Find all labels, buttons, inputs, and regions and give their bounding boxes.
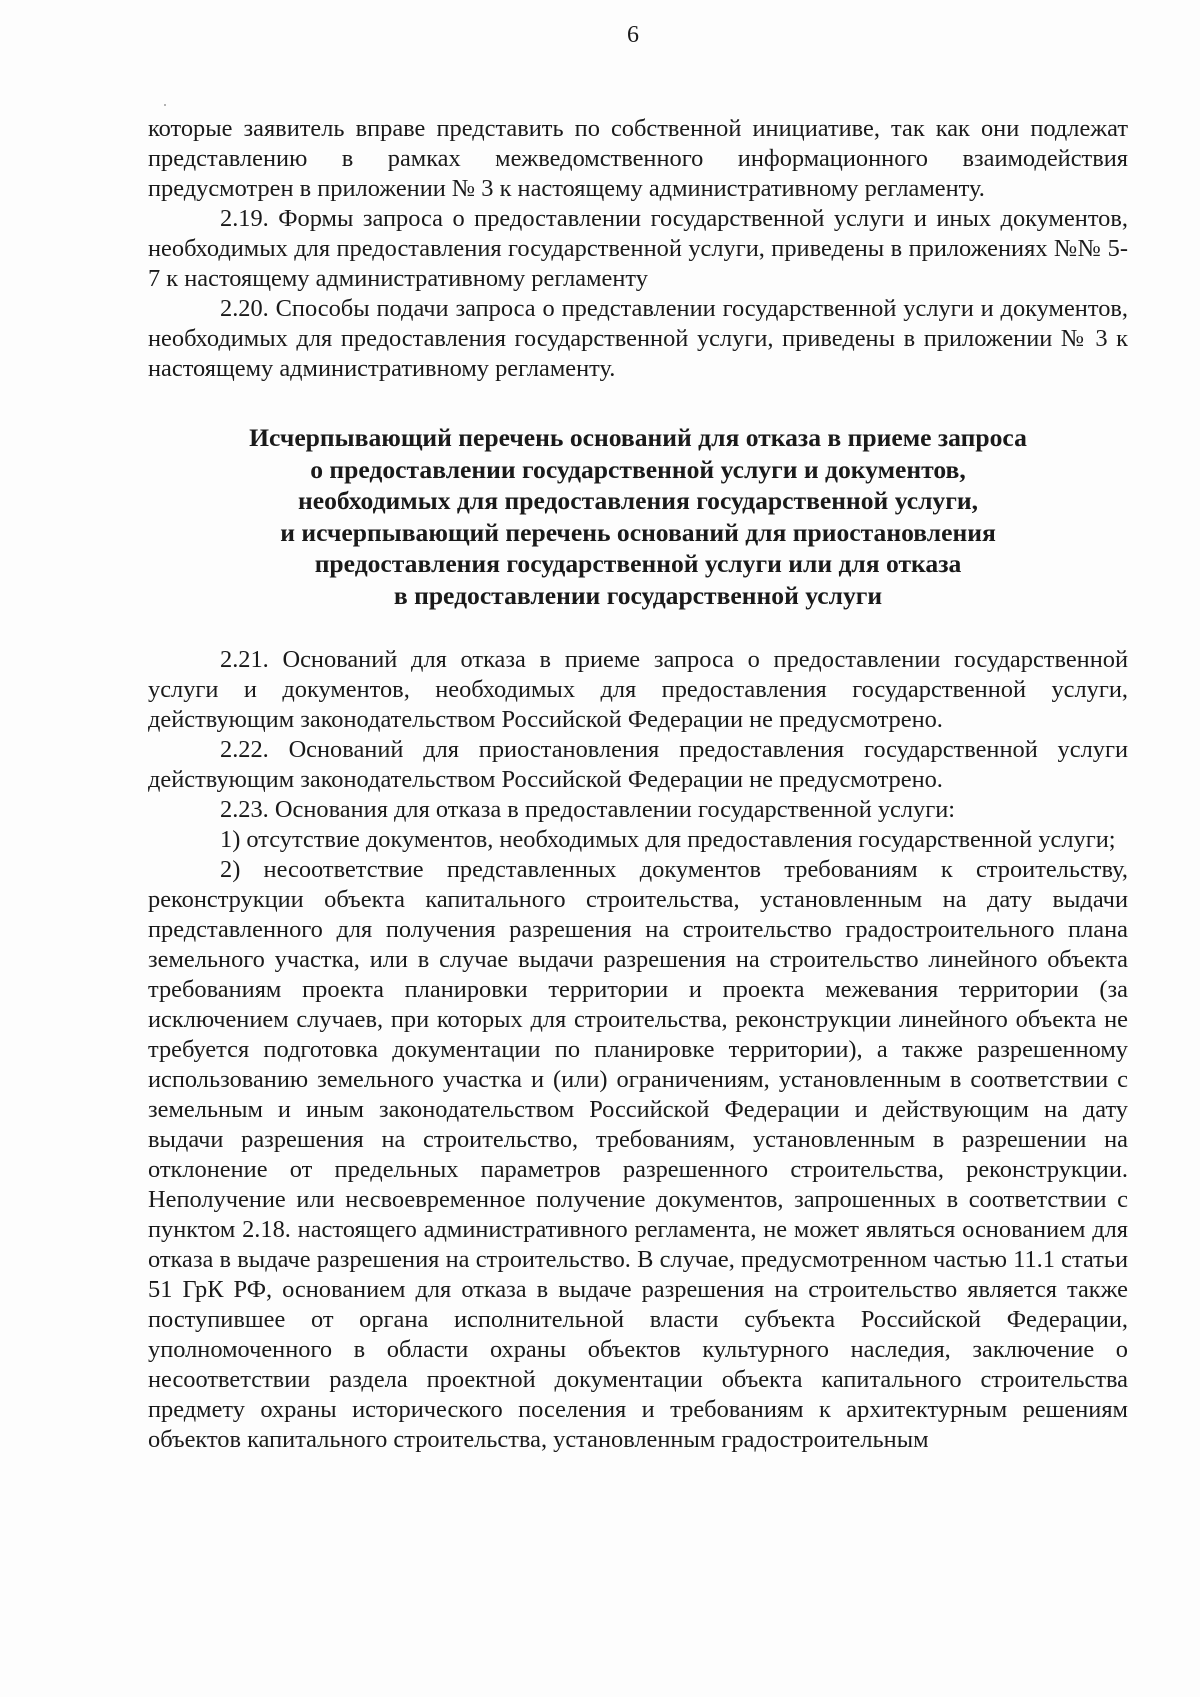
heading-line: в предоставлении государственной услуги — [393, 580, 883, 610]
page-number: 6 — [627, 22, 639, 48]
scan-artifact — [164, 104, 166, 106]
paragraph-2-23: 2.23. Основания для отказа в предоставлении государственной услуги: — [220, 796, 956, 823]
list-item-1: 1) отсутствие документов, необходимых для предоставления государственной услуги; — [220, 826, 1116, 853]
paragraph-2-19: 2.19. Формы запроса о предоставлении государственной услуги и иных документов, необходимых для предоставления государственной услуги, приведены в приложениях №№ 5-7 к настоящему административному регламенту — [148, 205, 1128, 292]
heading-line: о предоставлении государственной услуги и документов, — [310, 454, 966, 484]
document-body — [148, 114, 1128, 1455]
paragraph-2-21: 2.21. Оснований для отказа в приеме запроса о предоставлении государственной услуги и документов, необходимых для предоставления государственной услуги, действующим законодательством Российской Федерации не предусмотрено. — [148, 646, 1128, 733]
heading-line: Исчерпывающий перечень оснований для отказа в приеме запроса — [249, 423, 1027, 452]
section-heading — [148, 422, 1128, 611]
heading-line: предоставления государственной услуги или для отказа — [314, 549, 962, 578]
paragraph-2-22: 2.22. Оснований для приостановления предоставления государственной услуги действующим законодательством Российской Федерации не предусмотрено. — [148, 736, 1128, 793]
heading-line: и исчерпывающий перечень оснований для приостановления — [280, 517, 996, 547]
heading-line: необходимых для предоставления государственной услуги, — [298, 486, 978, 515]
paragraph-2-20: 2.20. Способы подачи запроса о представлении государственной услуги и документов, необходимых для предоставления государственной услуги, приведены в приложении № 3 к настоящему административному регламенту. — [148, 295, 1128, 382]
list-item-2: 2) несоответствие представленных документов требованиям к строительству, реконструкции объекта капитального строительства, установленным на дату выдачи представленного для получения разрешения на строительство градостроительного плана земельного участка, или в случае выдачи разрешения на строительство линейного объекта требованиям проекта планировки территории и проекта межевания территории (за исключением случаев, при которых для строительства, реконструкции линейного объекта не требуется подготовка документации по планировке территории), а также разрешенному использованию земельного участка и (или) ограничениям, установленным в соответствии с земельным и иным законодательством Российской Федерации и действующим на дату выдачи разрешения на строительство, требованиям, установленным в разрешении на отклонение от предельных параметров разрешенного строительства, реконструкции. Неполучение или несвоевременное получение документов, запрошенных в соответствии с пунктом 2.18. настоящего административного регламента, не может являться основанием для отказа в выдаче разрешения на строительство. В случае, предусмотренном частью 11.1 статьи 51 ГрК РФ, основанием для отказа в выдаче разрешения на строительство является также поступившее от органа исполнительной власти субъекта Российской Федерации, уполномоченного в области охраны объектов культурного наследия, заключение о несоответствии раздела проектной документации объекта капитального строительства предмету охраны исторического поселения и требованиям к архитектурным решениям объектов капитального строительства, установленным градостроительным — [148, 856, 1128, 1453]
paragraph-continuation: которые заявитель вправе представить по собственной инициативе, так как они подлежат представлению в рамках межведомственного информационного взаимодействия предусмотрен в приложении № 3 к настоящему административному регламенту. — [148, 115, 1128, 202]
